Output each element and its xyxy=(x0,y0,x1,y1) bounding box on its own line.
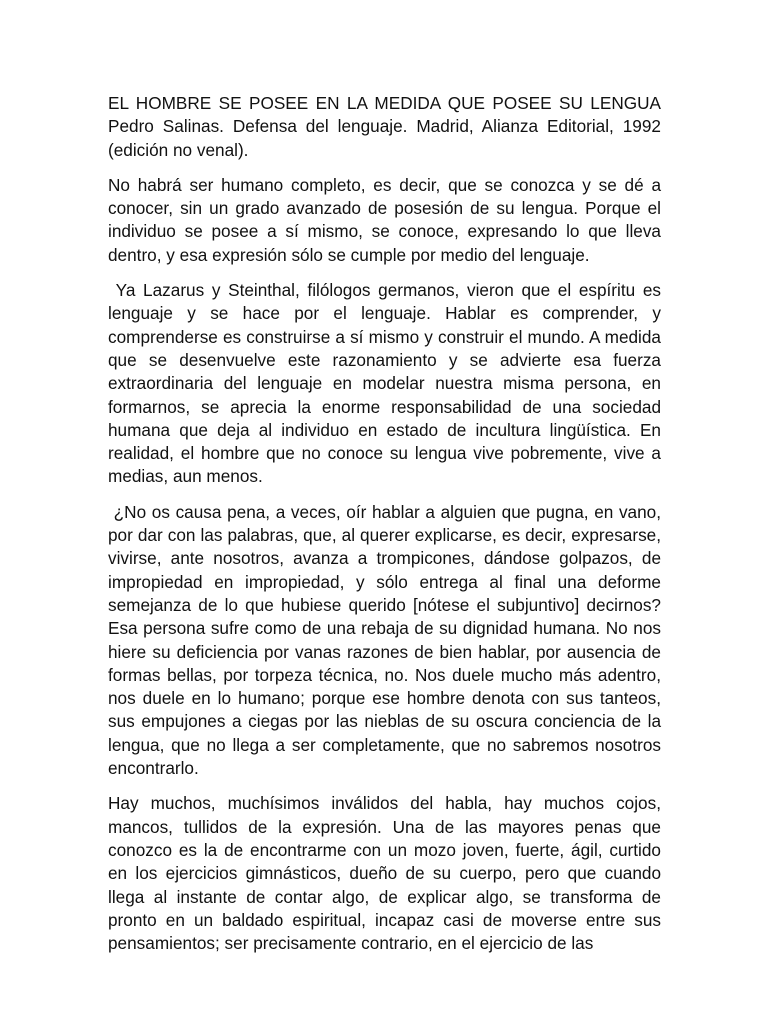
paragraph-3: ¿No os causa pena, a veces, oír hablar a alguien que pugna, en vano, por dar con las palabras, que, al querer explicarse, es decir, expresarse, vivirse, ante nosotros, avanza a trompicones, dándose golpazos, de impropiedad en impropiedad, y sólo entrega al final una deforme semejanza de lo que hubiese querido [nótese el subjuntivo] decirnos? Esa persona sufre como de una rebaja de su dignidad humana. No nos hiere su deficiencia por vanas razones de bien hablar, por ausencia de formas bellas, por torpeza técnica, no. Nos duele mucho más adentro, nos duele en lo humano; porque ese hombre denota con sus tanteos, sus empujones a ciegas por las nieblas de su oscura conciencia de la lengua, que no llega a ser completamente, que no sabremos nosotros encontrarlo. xyxy=(108,501,666,779)
paragraph-1: No habrá ser humano completo, es decir, que se conozca y se dé a conocer, sin un grado avanzado de posesión de su lengua. Porque el individuo se posee a sí mismo, se conoce, expresando lo que lleva dentro, y esa expresión sólo se cumple por medio del lenguaje. xyxy=(108,174,661,265)
paragraph-4: Hay muchos, muchísimos inválidos del habla, hay muchos cojos, mancos, tullidos de la expresión. Una de las mayores penas que conozco es la de encontrarme con un mozo joven, fuerte, ágil, curtido en los ejercicios gimnásticos, dueño de su cuerpo, pero que cuando llega al instante de contar algo, de explicar algo, se transforma de pronto en un baldado espiritual, incapaz casi de moverse entre sus pensamientos; ser precisamente contrario, en el ejercicio de las xyxy=(108,793,661,954)
document-citation: Pedro Salinas. Defensa del lenguaje. Madrid, Alianza Editorial, 1992 (edición no venal). xyxy=(108,116,661,160)
document-body xyxy=(108,92,666,967)
document-title: EL HOMBRE SE POSEE EN LA MEDIDA QUE POSEE SU LENGUA xyxy=(108,93,661,113)
heading-block xyxy=(108,92,661,162)
paragraph-2: Ya Lazarus y Steinthal, filólogos germanos, vieron que el espíritu es lenguaje y se hace por el lenguaje. Hablar es comprender, y comprenderse es construirse a sí mismo y construir el mundo. A medida que se desenvuelve este razonamiento y se advierte esa fuerza extraordinaria del lenguaje en modelar nuestra misma persona, en formarnos, se aprecia la enorme responsabilidad de una sociedad humana que deja al individuo en estado de incultura lingüística. En realidad, el hombre que no conoce su lengua vive pobremente, vive a medias, aun menos. xyxy=(108,280,666,487)
